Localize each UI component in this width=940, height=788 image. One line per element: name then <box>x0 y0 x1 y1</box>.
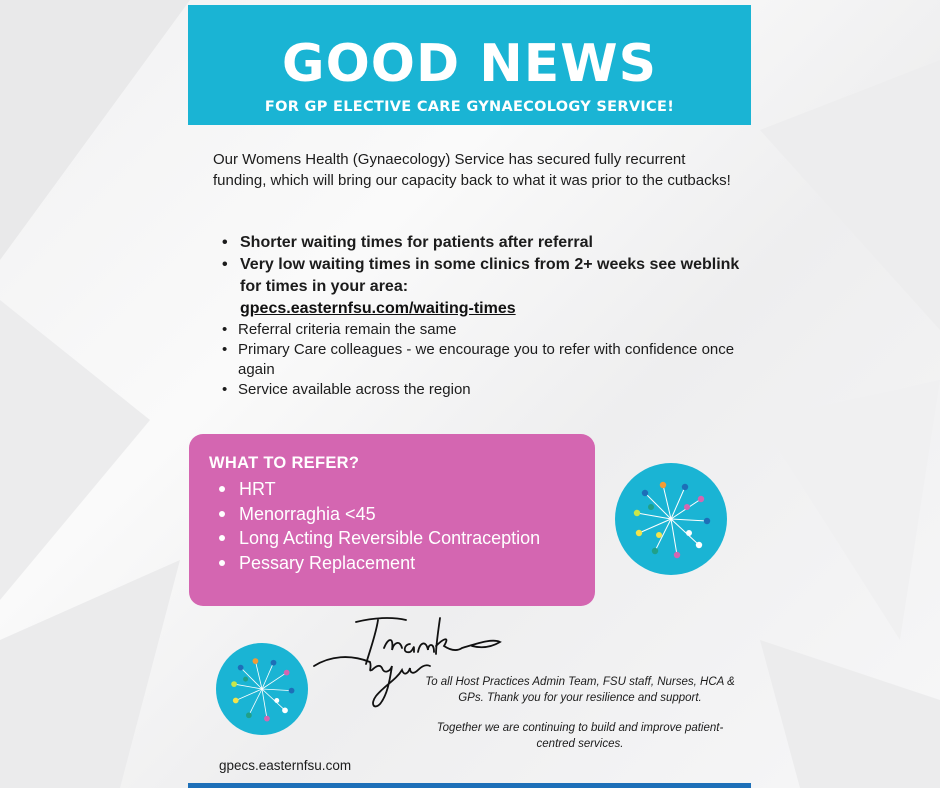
thanks-message <box>420 674 740 766</box>
list-item: • Primary Care colleagues - we encourage you to refer with confidence once again <box>222 340 742 380</box>
list-item: HRT <box>219 477 540 502</box>
list-item: • Shorter waiting times for patients after referral <box>222 232 742 254</box>
thanks-closing: Together we are continuing to build and improve patient-centred services. <box>436 722 724 750</box>
list-item: Pessary Replacement <box>219 551 540 576</box>
list-item: Long Acting Reversible Contraception <box>219 526 540 551</box>
thanks-body: To all Host Practices Admin Team, FSU staff, Nurses, HCA & GPs. Thank you for your resilience and support. <box>425 676 735 704</box>
refer-list <box>219 477 540 575</box>
header-banner <box>188 5 751 125</box>
footer-bar <box>188 783 751 788</box>
burst-logo-icon <box>615 463 727 575</box>
list-item: • Referral criteria remain the same <box>222 320 742 340</box>
waiting-times-link[interactable]: gpecs.easternfsu.com/waiting-times <box>240 300 516 317</box>
burst-logo-icon <box>216 643 308 735</box>
list-item: • Very low waiting times in some clinics from 2+ weeks see weblink for times in your area: gpecs.easternfsu.com/waiting-times <box>222 254 742 320</box>
footer-url[interactable]: gpecs.easternfsu.com <box>219 758 352 773</box>
highlights-list <box>222 232 742 400</box>
banner-title: GOOD NEWS <box>281 34 658 94</box>
list-item: • Service available across the region <box>222 380 742 400</box>
banner-subtitle: FOR GP ELECTIVE CARE GYNAECOLOGY SERVICE! <box>264 99 675 115</box>
list-item: Menorraghia <45 <box>219 502 540 527</box>
intro-paragraph: Our Womens Health (Gynaecology) Service has secured fully recurrent funding, which will bring our capacity back to what it was prior to the cutbacks! <box>213 151 731 189</box>
what-to-refer-panel <box>189 434 595 606</box>
refer-title: WHAT TO REFER? <box>209 454 360 472</box>
